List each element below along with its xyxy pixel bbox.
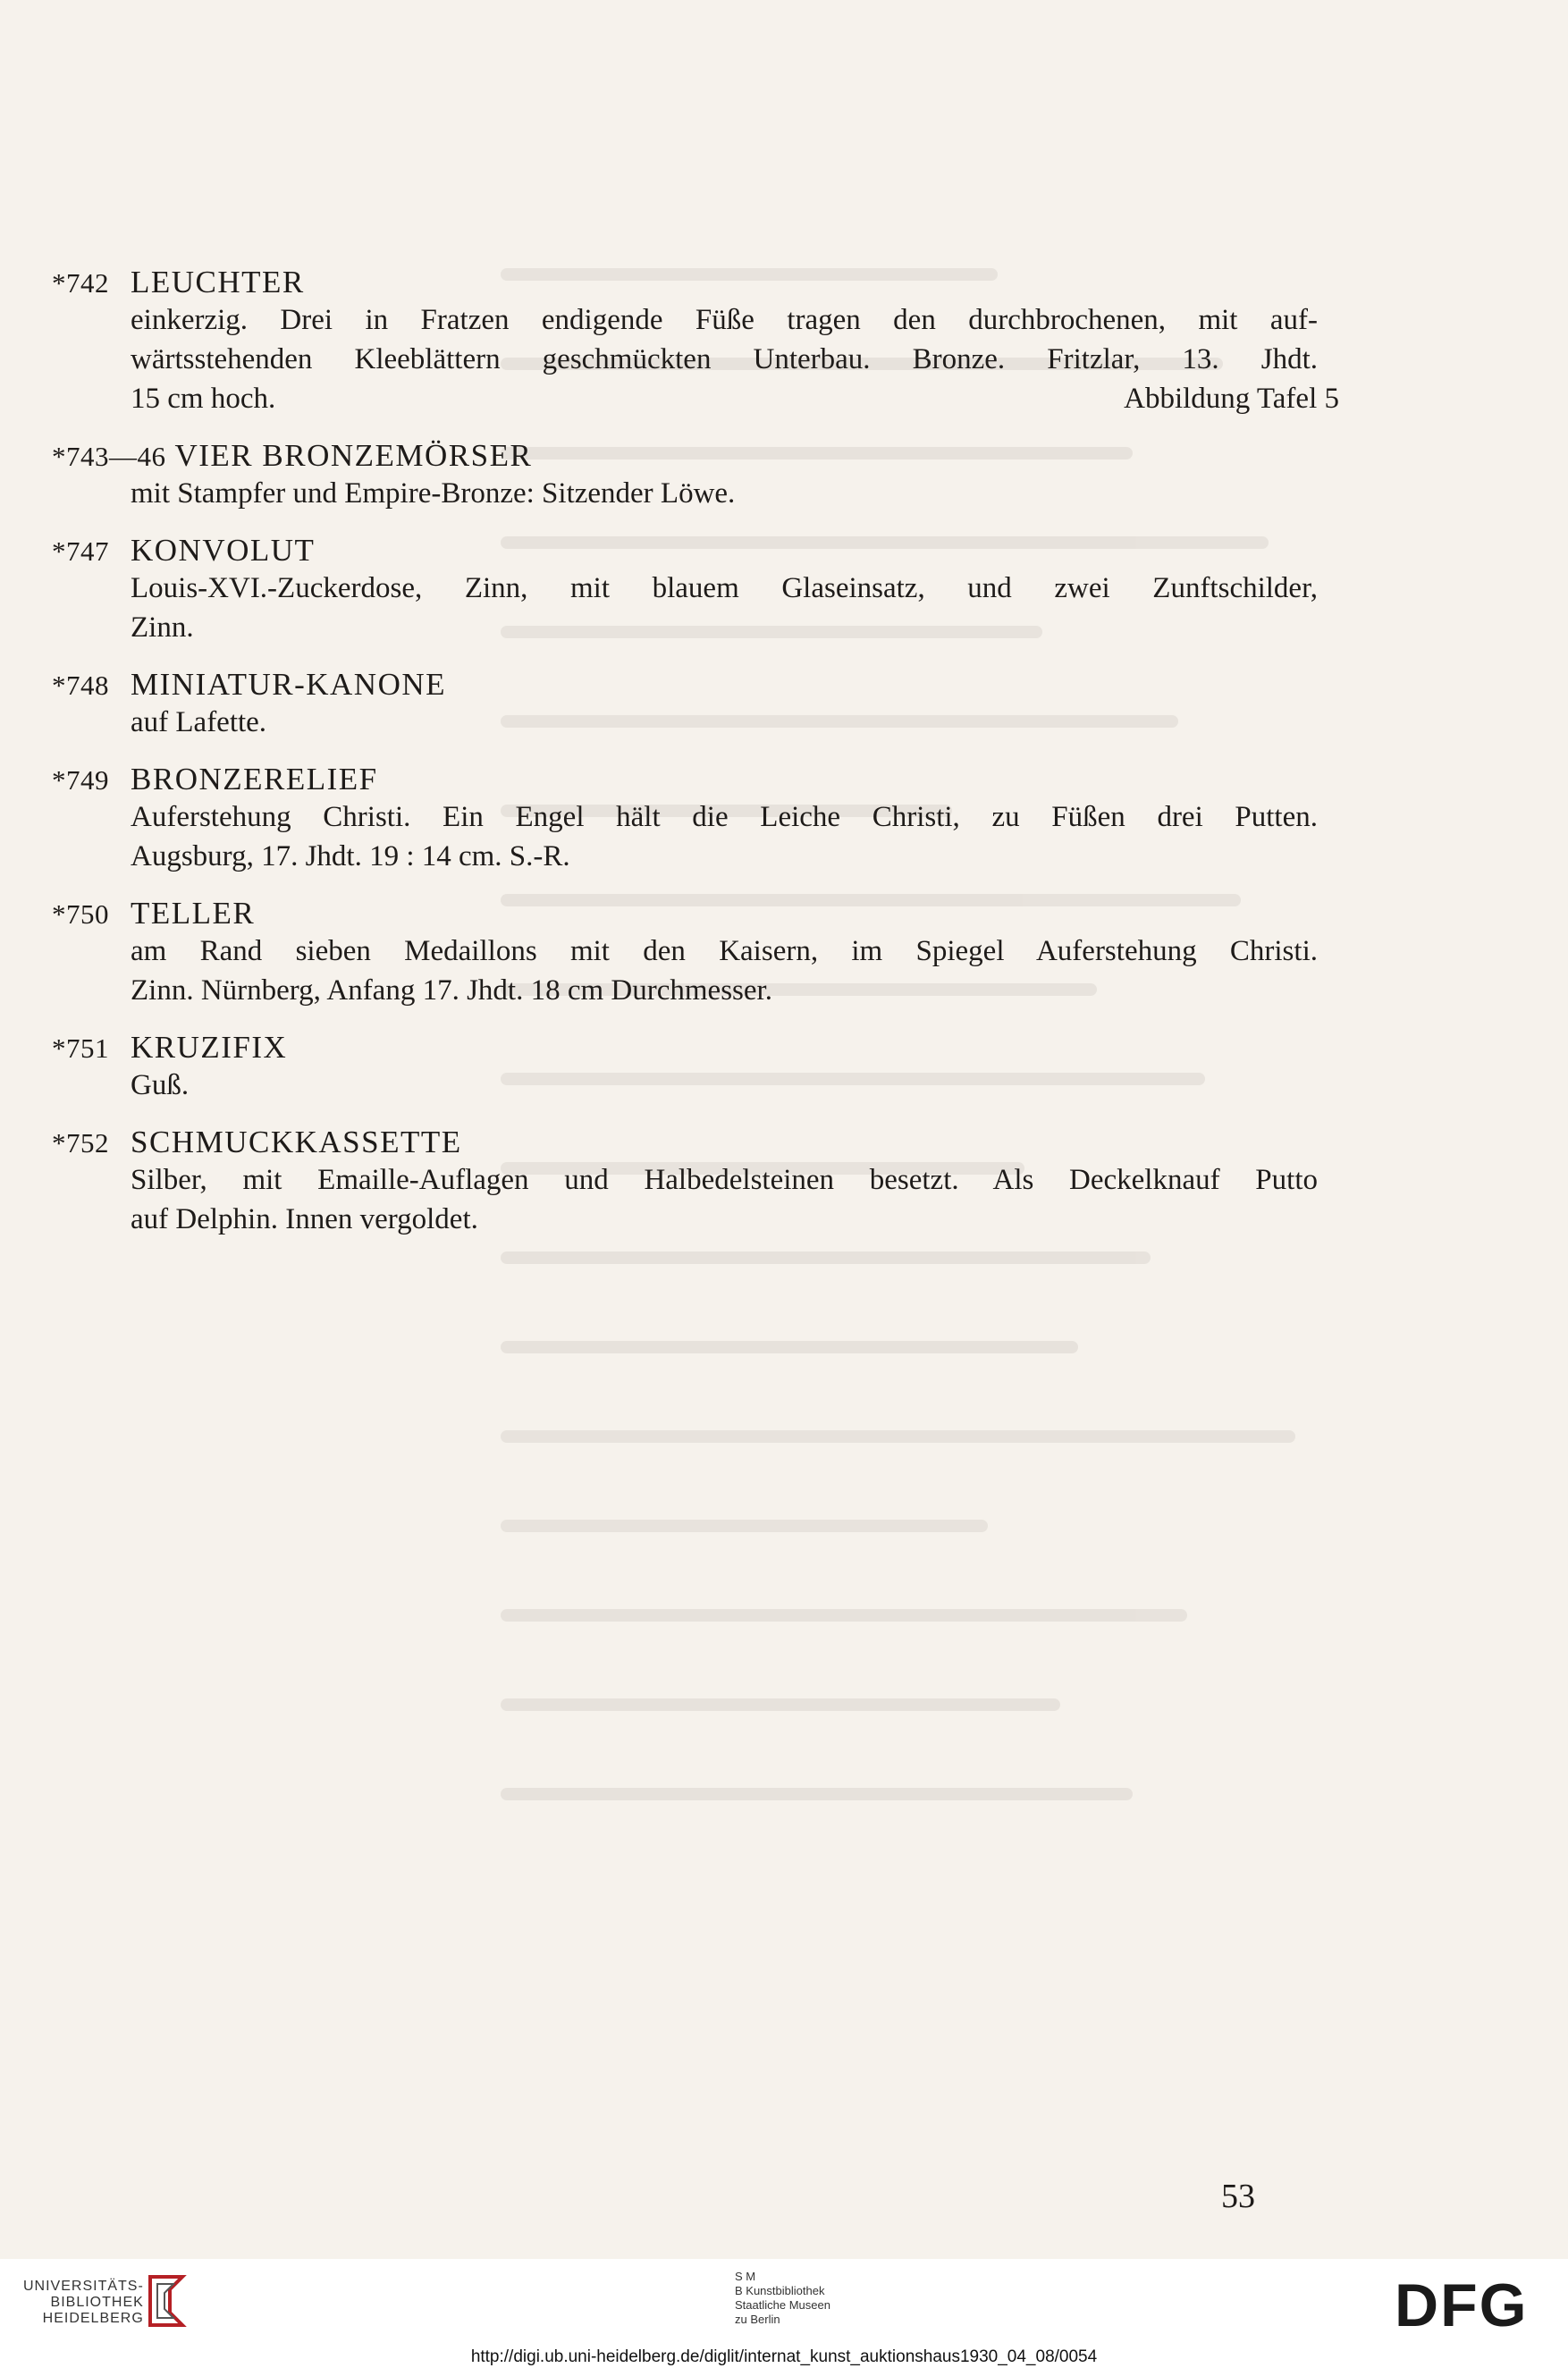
plate-reference: Abbildung Tafel 5 (1124, 383, 1339, 415)
entry-description-line: auf Delphin. Innen vergoldet. (131, 1203, 478, 1235)
entry-description-line: Zinn. Nürnberg, Anfang 17. Jhdt. 18 cm Durchmesser. (131, 974, 772, 1007)
entry-description-line: einkerzig. Drei in Fratzen endigende Füße tragen den durchbrochenen, mit auf- (131, 304, 1318, 336)
entry-description-line: Augsburg, 17. Jhdt. 19 : 14 cm. S.-R. (131, 840, 570, 872)
entry-title: LEUCHTER (131, 265, 305, 299)
entry-size: 15 cm hoch. (131, 383, 276, 415)
source-url-link[interactable]: http://digi.ub.uni-heidelberg.de/diglit/internat_kunst_auktionshaus1930_04_08/0054 (470, 2347, 1098, 2366)
entry-number: *752 (52, 1127, 109, 1159)
catalog-entry (52, 667, 1268, 742)
entry-number: *743—46 (52, 441, 166, 472)
entry-description-line: Auferstehung Christi. Ein Engel hält die Leiche Christi, zu Füßen drei Putten. (131, 801, 1318, 833)
entry-description-line: Louis-XVI.-Zuckerdose, Zinn, mit blauem Glaseinsatz, und zwei Zunftschilder, (131, 572, 1318, 604)
entry-description-line: mit Stampfer und Empire-Bronze: Sitzender Löwe. (131, 477, 736, 510)
catalog-entry (52, 1125, 1318, 1239)
entry-description-line: wärtsstehenden Kleeblättern geschmückten Unterbau. Bronze. Fritzlar, 13. Jhdt. (131, 343, 1318, 375)
entry-title: KRUZIFIX (131, 1030, 288, 1065)
university-library-logo-icon (143, 2271, 188, 2330)
entry-number: *751 (52, 1032, 109, 1064)
entry-number: *749 (52, 764, 109, 796)
entry-number: *747 (52, 535, 109, 567)
entry-number: *742 (52, 267, 109, 299)
catalog-entry (52, 896, 1318, 1010)
entry-title: SCHMUCKKASSETTE (131, 1125, 462, 1159)
entry-description-line: Zinn. (131, 611, 194, 644)
entry-number: *750 (52, 898, 109, 930)
entry-description-line: Guß. (131, 1069, 190, 1101)
catalog-entry (52, 438, 1268, 513)
entry-title: TELLER (131, 896, 256, 931)
entry-description-line: auf Lafette. (131, 706, 267, 738)
catalog-entry (52, 1030, 1268, 1105)
page-number: 53 (1221, 2178, 1255, 2215)
entry-title: VIER BRONZEMÖRSER (174, 438, 533, 473)
entry-number: *748 (52, 670, 109, 701)
entry-description-line: am Rand sieben Medaillons mit den Kaisern, im Spiegel Auferstehung Christi. (131, 935, 1318, 967)
entry-title: BRONZERELIEF (131, 762, 378, 796)
dfg-logo: DFG (1395, 2271, 1529, 2339)
catalog-entry (52, 265, 1339, 418)
entry-title: KONVOLUT (131, 533, 316, 568)
catalog-entry (52, 533, 1318, 647)
entry-title: MINIATUR-KANONE (131, 667, 447, 702)
museum-library-label: S M B Kunstbibliothek Staatliche Museen zu Berlin (735, 2270, 830, 2326)
digitization-footer (0, 2259, 1568, 2347)
entry-description-last-line (131, 379, 1339, 418)
catalog-entry (52, 762, 1318, 876)
university-library-label: UNIVERSITÄTS- BIBLIOTHEK HEIDELBERG (23, 2279, 144, 2326)
catalog-entries (52, 265, 1339, 1251)
entry-description-line: Silber, mit Emaille-Auflagen und Halbedelsteinen besetzt. Als Deckelknauf Putto (131, 1164, 1318, 1196)
